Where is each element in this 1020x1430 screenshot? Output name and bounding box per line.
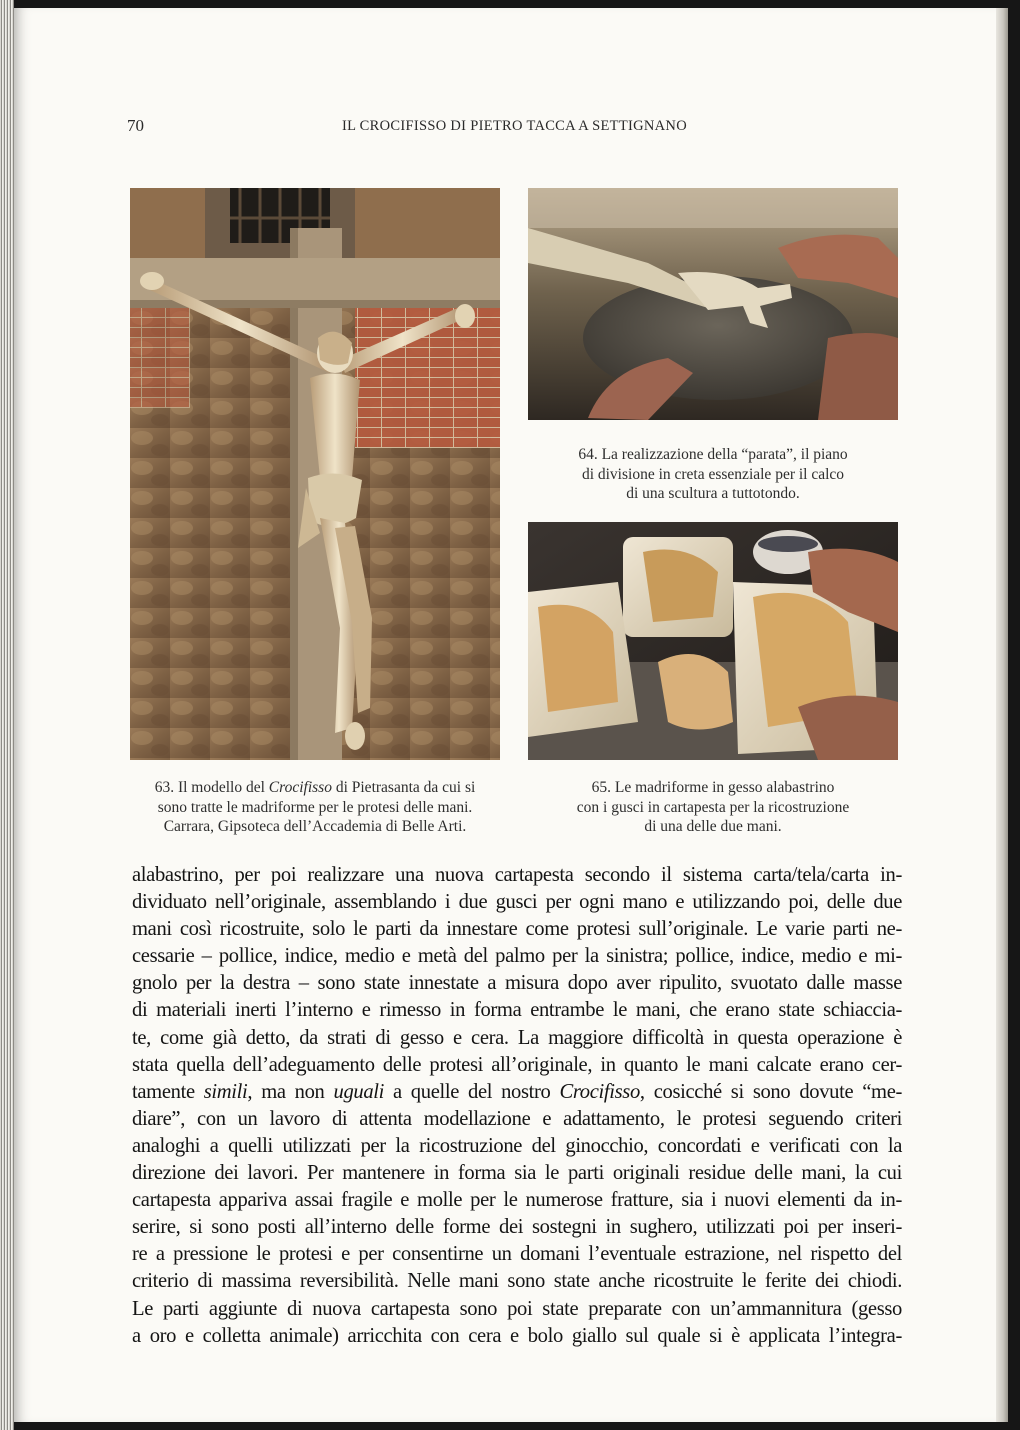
caption-line: Carrara, Gipsoteca dell’Accademia di Belle Arti. [163,818,467,835]
caption-line: con i gusci in cartapesta per la ricostruzione [576,798,850,816]
caption-line: di una scultura a tuttotondo. [626,485,800,502]
page-header [127,116,897,136]
caption-line: di una delle due mani. [644,818,782,835]
body-line: a oro e colletta animale) arricchita con cera e bolo giallo sul quale si è applicata l’integra- [132,1324,902,1347]
body-line: dividuato nell’originale, assemblando i due gusci per ogni mano e utilizzando poi, delle due [132,891,902,914]
body-paragraph [132,862,902,1350]
caption-figure-63 [130,778,500,837]
caption-figure-64 [528,445,898,504]
body-line: re a pressione le protesi e per consentirne un domani l’eventuale estrazione, nel rispetto del [132,1243,902,1266]
running-title: IL CROCIFISSO DI PIETRO TACCA A SETTIGNANO [342,118,687,134]
body-line: te, come già detto, da strati di gesso e cera. La maggiore difficoltà in questa operazione è [132,1026,902,1049]
body-line: cartapesta appariva assai fragile e molle per le numerose fratture, sia i nuovi elementi da in- [132,1189,902,1212]
body-line: mani così ricostruite, solo le parti da innestare come protesi sull’originale. Le varie parti ne- [132,918,902,941]
photo-plaster-moulds [528,522,898,760]
caption-line: 64. La realizzazione della “parata”, il piano [578,446,848,463]
body-line: Le parti aggiunte di nuova cartapesta sono poi state preparate con un’ammannitura (gesso [132,1297,902,1320]
page-edge-shadow [996,8,1008,1422]
body-line: criterio di massima reversibilità. Nelle mani sono state anche ricostruite le ferite dei chiodi. [132,1270,902,1293]
body-line: diare”, con un lavoro di attenta modellazione e adattamento, le protesi seguendo criteri [132,1107,902,1130]
caption-line: 65. Le madriforme in gesso alabastrino [591,779,835,796]
caption-line: sono tratte le madriforme per le protesi delle mani. [157,798,473,816]
body-line: direzione dei lavori. Per mantenere in forma sia le parti originali residue delle mani, la cui [132,1162,902,1185]
body-line: tamente simili, ma non uguali a quelle del nostro Crocifisso, cosicché si sono dovute “me- [132,1080,903,1103]
body-line: gnolo per la destra – sono state innestate a misura dopo aver ripulito, svuotato dalle masse [132,972,902,995]
book-spine-gutter [0,0,14,1430]
body-line: alabastrino, per poi realizzare una nuova cartapesta secondo il sistema carta/tela/carta in- [132,864,902,886]
caption-figure-65 [528,778,898,837]
caption-line: 63. Il modello del Crocifisso di Pietrasanta da cui si [154,779,476,796]
body-line: analoghi a quelli utilizzati per la ricostruzione del ginocchio, concordati e verificati con la [132,1134,902,1157]
body-line: stata quella dell’adeguamento delle protesi all’originale, in quanto le mani calcate erano cer- [132,1053,902,1076]
page-number: 70 [127,116,144,135]
caption-line: di divisione in creta essenziale per il calco [581,465,845,483]
body-line: serire, si sono posti all’interno delle forme dei sostegni in sughero, utilizzati poi per inseri- [132,1216,902,1239]
body-line: cessarie – pollice, indice, medio e metà del palmo per la sinistra; pollice, indice, medio e mi- [132,945,902,968]
photo-clay-parting-plane [528,188,898,420]
body-line: di materiali inerti l’interno e rimesso in forma entrambe le mani, che erano state schiaccia- [132,999,902,1022]
photo-crucifix-model [130,188,500,760]
